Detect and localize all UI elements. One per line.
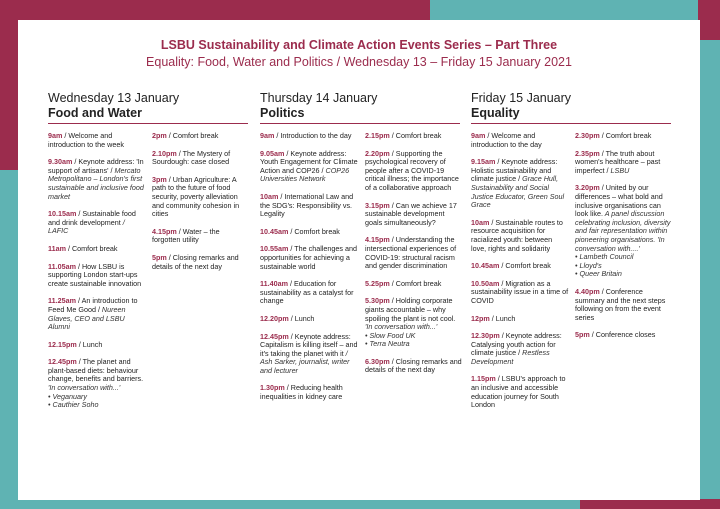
session-item [471,132,569,149]
session-time: 11.05am [48,261,76,271]
session-note: / Ash Sarker, journalist, writer and lecturer [260,348,350,375]
session-time: 10.50am [471,278,500,288]
session-time: 5pm [152,252,167,262]
thursday-column-1 [260,132,358,411]
day-header-friday [471,91,671,121]
session-time: 6.30pm [365,356,390,366]
session-title: / Keynote address: Catalysing youth action for climate justice / [471,331,562,358]
session-item [48,358,146,410]
session-time: 12.15pm [48,339,77,349]
session-title: / Comfort break [166,131,219,140]
session-item [48,210,146,236]
session-note: COP26 Universities Network [260,165,350,184]
session-title: / An introduction to Feed Me Good / [48,296,138,314]
session-item [48,158,146,201]
session-title: / Keynote address: Youth Engagement for Climate Action and COP26 / [260,148,358,175]
session-title: / Supporting the psychological recovery of people after a COVID-19 critical illness; the importance of a collaborative approach [365,148,459,192]
session-title: / Lunch [76,339,103,349]
session-item [152,132,250,141]
session-time: 4.15pm [365,235,390,245]
session-item [152,254,250,271]
session-time: 11am [48,243,66,253]
session-guest: • Terra Neutra [365,339,410,349]
session-title: / The truth about women's healthcare – past imperfect / [575,148,661,175]
session-note: Grace Hull, Sustainability and Social Justice Educator, Green Soul Grace [471,174,565,210]
session-title: / Understanding the intersectional experiences of COVID-19: structural racism and gender discrimination [365,235,457,271]
day-divider [260,123,460,124]
session-time: 11.40am [260,279,288,289]
session-time: 2.35pm [575,148,600,158]
session-time: 2.30pm [575,131,600,140]
session-time: 5.30pm [365,296,390,306]
programme-sheet [18,20,700,500]
session-item [471,332,569,366]
session-title: / Welcome and introduction to the week [48,131,124,149]
session-time: 12.20pm [260,313,289,323]
session-time: 2.20pm [365,148,390,158]
day-divider [471,123,671,124]
session-item [365,150,463,193]
day-theme: Food and Water [48,106,142,120]
friday-column-1 [471,132,569,419]
session-title: / United by our differences – what bold and inclusive organisations can look like. [575,183,663,219]
session-guest: • Veganuary [48,391,88,401]
session-time: 12.30pm [471,331,500,341]
session-item [260,384,358,401]
session-time: 5.25pm [365,278,390,288]
session-title: / Sustainable routes to resource acquisition for racialized youth: between love, rights and solidarity [471,217,563,253]
session-item [48,341,146,350]
session-title: / The challenges and opportunities for achieving a sustainable world [260,244,357,271]
session-time: 10am [471,217,490,227]
session-item [575,150,673,176]
session-title: / Sustainable food and drink development [48,209,136,227]
session-title: / Comfort break [389,278,442,288]
session-time: 2.10pm [152,148,177,158]
session-title: / The planet and plant-based diets: behaviour change, benefits and barriers. [48,357,144,384]
session-item [260,193,358,219]
session-title: / Keynote address: Capitalism is killing itself – and it's taking the planet with it [260,331,358,358]
day-theme: Politics [260,106,305,120]
session-title: / Closing remarks and details of the next day [152,252,239,271]
session-title: / Comfort break [66,243,118,253]
day-header-wednesday [48,91,248,121]
session-note: Restless Development [471,348,550,366]
day-theme: Equality [471,106,520,120]
session-item [471,219,569,253]
session-title: / Urban Agriculture: A path to the future of food security, poverty alleviation and community cohesion in cities [152,174,240,219]
session-time: 10.45am [471,261,500,271]
session-item [575,331,673,340]
session-item [471,158,569,210]
session-guest: • Queer Britain [575,269,622,279]
session-time: 9.30am [48,157,73,167]
session-item [260,150,358,184]
session-time: 9.05am [260,148,285,158]
session-title: / Keynote address: 'In support of artisans' / [48,157,144,175]
session-time: 2.15pm [365,131,390,140]
session-item [471,262,569,271]
session-title: / Welcome and introduction to the day [471,131,542,149]
session-note: LSBU [608,165,630,175]
session-time: 10am [260,191,279,201]
day-header-thursday [260,91,460,121]
session-time: 3pm [152,174,167,184]
session-item [48,245,146,254]
session-item [365,236,463,270]
session-time: 11.25am [48,296,76,306]
session-item [260,132,358,141]
session-item [471,375,569,409]
session-time: 3.15pm [365,200,390,210]
session-time: 2pm [152,131,167,140]
session-title: / Reducing health inequalities in kidney care [260,383,343,402]
session-item [260,333,358,376]
session-item [152,228,250,245]
session-guest: • Cauthier Soho [48,400,99,410]
page-title: LSBU Sustainability and Climate Action Events Series – Part Three [160,38,558,52]
session-time: 9am [48,131,63,140]
session-title: / Keynote address: Holistic sustainability and climate justice / [471,157,558,184]
day-divider [48,123,248,124]
session-time: 12.45pm [260,331,289,341]
session-time: 3.20pm [575,183,600,193]
session-item [152,176,250,219]
friday-column-2 [575,132,673,349]
day-date: Thursday 14 January [260,91,378,105]
session-title: / Can we achieve 17 sustainable development goals simultaneously? [365,200,457,227]
session-item [575,184,673,279]
session-item [471,315,569,324]
session-time: 10.55am [260,244,289,254]
session-item [48,132,146,149]
maroon-accent-bottom [580,499,720,509]
session-item [260,280,358,306]
session-item [152,150,250,167]
session-item [365,280,463,289]
session-item [365,297,463,349]
session-time: 4.40pm [575,286,600,296]
session-guest: • Lloyd's [575,260,602,270]
session-note: 'In conversation with...' [48,383,121,393]
session-item [365,358,463,375]
session-title: / Holding corporate giants accountable – why spoiling the plant is not cool. [365,296,456,323]
maroon-accent-left [0,0,18,170]
session-time: 9am [260,131,275,140]
session-title: / Introduction to the day [274,131,352,140]
session-title: / Comfort break [389,131,442,140]
session-item [471,280,569,306]
thursday-column-2 [365,132,463,384]
session-note: / LAFIC [48,217,125,236]
session-title: / LSBU's approach to an inclusive and accessible education journey for South London [471,374,566,410]
page-subtitle: Equality: Food, Water and Politics / Wednesday 13 – Friday 15 January 2021 [146,55,572,69]
session-title: / Migration as a sustainability issue in a time of COVID [471,278,569,305]
session-item [260,245,358,271]
session-note: 'In conversation with...' [365,322,438,332]
session-guest: • Slow Food UK [365,330,416,340]
session-item [48,297,146,331]
maroon-accent-right [698,0,720,40]
session-title: / Conference closes [589,330,656,340]
session-title: / Comfort break [599,131,652,140]
session-note: A panel discussion celebrating inclusion, diversity and fair representation within pioneering organisations. 'In conversation with....' [575,209,671,253]
session-item [260,315,358,324]
session-item [575,132,673,141]
session-note: Nureen Glaves, CEO and LSBU Alumni [48,304,126,332]
session-guest: • Lambeth Council [575,252,634,262]
session-time: 4.15pm [152,226,177,236]
session-time: 9.15am [471,157,496,167]
session-title: / Comfort break [499,261,551,271]
session-item [575,288,673,322]
session-title: / International Law and the SDG's: Responsibility vs. Legality [260,191,354,219]
session-time: 9am [471,131,486,140]
session-time: 5pm [575,330,590,340]
session-time: 1.30pm [260,383,285,393]
day-date: Friday 15 January [471,91,572,105]
session-time: 10.15am [48,209,77,219]
wednesday-column-1 [48,132,146,419]
wednesday-column-2 [152,132,250,280]
session-time: 12pm [471,313,490,323]
session-title: / Water – the forgotten utility [152,226,220,245]
session-item [260,228,358,237]
session-time: 10.45am [260,226,289,236]
session-item [48,263,146,289]
session-item [365,202,463,228]
session-title: / The Mystery of Sourdough: case closed [152,148,231,167]
session-title: / Lunch [288,313,315,323]
session-title: / Lunch [489,313,516,323]
session-title: / Closing remarks and details of the next day [365,356,462,375]
day-date: Wednesday 13 January [48,91,180,105]
session-time: 12.45pm [48,357,77,367]
session-title: / Comfort break [288,226,340,236]
session-title: / Conference summary and the next steps following on from the event series [575,286,666,322]
session-note: Mercato Metropolitano – London's first sustainable and inclusive food market [48,165,144,201]
session-time: 1.15pm [471,374,496,384]
session-item [365,132,463,141]
session-title: / Education for sustainability as a catalyst for change [260,279,354,306]
session-title: / How LSBU is supporting London start-ups create sustainable innovation [48,261,142,288]
